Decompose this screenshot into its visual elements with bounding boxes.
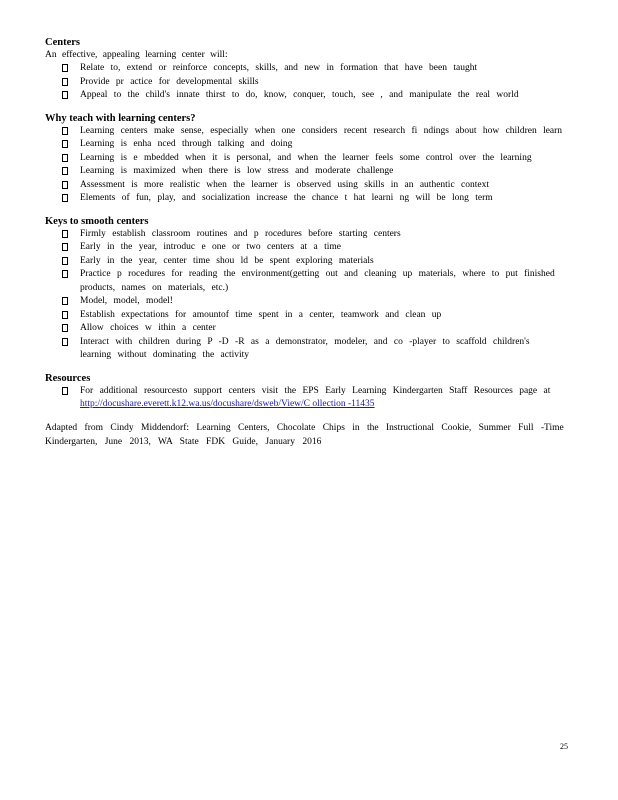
why-list xyxy=(45,125,565,206)
bullet-box-icon xyxy=(62,338,68,346)
source-note: Adapted from Cindy Middendorf: Learning Centers, Chocolate Chips in the Instructional Cookie, Summer Full -Time Kindergarten, June 2013, WA State FDK Guide, January 2016 xyxy=(45,422,564,447)
list-item xyxy=(62,295,565,309)
bullet-box-icon xyxy=(62,243,68,251)
bullet-box-icon xyxy=(62,270,68,278)
resources-item-text: For additional resourcesto support centers visit the EPS Early Learning Kindergarten Staff Resources page at xyxy=(80,385,551,396)
list-item xyxy=(62,255,565,269)
list-item xyxy=(62,138,565,152)
bullet-box-icon xyxy=(62,230,68,238)
section-centers xyxy=(45,36,565,103)
list-item xyxy=(62,385,565,412)
bullet-box-icon xyxy=(62,167,68,175)
list-item xyxy=(62,228,565,242)
document-page xyxy=(45,36,565,449)
keys-heading: Keys to smooth centers xyxy=(45,215,149,227)
centers-heading: Centers xyxy=(45,37,80,48)
list-item xyxy=(62,309,565,323)
list-item-text: Provide pr actice for developmental skills xyxy=(80,76,259,87)
list-item-text: Learning is enha nced through talking and doing xyxy=(80,139,293,149)
list-item-text: Learning is e mbedded when it is personal, and when the learner feels some control over the learning xyxy=(80,152,532,163)
list-item xyxy=(62,241,565,255)
list-item-text: Practice p rocedures for reading the environment(getting out and cleaning up materials, where to put finished products, names on materials, etc.) xyxy=(80,269,555,293)
why-heading: Why teach with learning centers? xyxy=(45,112,196,124)
list-item xyxy=(62,89,565,103)
list-item-text: Learning centers make sense, especially when one considers recent research fi ndings about how children learn xyxy=(80,125,563,136)
bullet-box-icon xyxy=(62,127,68,135)
bullet-box-icon xyxy=(62,257,68,265)
section-keys xyxy=(45,215,565,363)
list-item-text: Assessment is more realistic when the learner is observed using skills in an authentic context xyxy=(80,179,489,190)
list-item-text: Allow choices w ithin a center xyxy=(80,323,216,333)
bullet-box-icon xyxy=(62,297,68,305)
list-item-text: Elements of fun, play, and socialization increase the chance t hat learni ng will be long term xyxy=(80,193,493,203)
section-why xyxy=(45,112,565,206)
bullet-box-icon xyxy=(62,181,68,189)
list-item xyxy=(62,336,565,363)
list-item-text: Relate to, extend or reinforce concepts, skills, and new in formation that have been taught xyxy=(80,63,478,73)
list-item xyxy=(62,152,565,166)
list-item-text: Interact with children during P -D -R as a demonstrator, modeler, and co -player to scaffold children's learning without dominating the activity xyxy=(80,336,530,360)
list-item xyxy=(62,125,565,139)
list-item-text: Early in the year, center time shou ld be spent exploring materials xyxy=(80,255,374,266)
resources-heading: Resources xyxy=(45,372,91,384)
bullet-box-icon xyxy=(62,78,68,86)
list-item xyxy=(62,268,565,295)
list-item-text: Learning is maximized when there is low stress and moderate challenge xyxy=(80,166,394,176)
list-item xyxy=(62,192,565,206)
list-item xyxy=(62,179,565,193)
bullet-box-icon xyxy=(62,64,68,72)
list-item-text: Firmly establish classroom routines and p rocedures before starting centers xyxy=(80,228,401,239)
bullet-box-icon xyxy=(62,154,68,162)
keys-list xyxy=(45,228,565,363)
docushare-link[interactable]: http://docushare.everett.k12.wa.us/docushare/dsweb/View/C ollection -11435 xyxy=(80,399,375,409)
bullet-box-icon xyxy=(62,311,68,319)
bullet-box-icon xyxy=(62,140,68,148)
bullet-box-icon xyxy=(62,194,68,202)
section-resources xyxy=(45,372,565,412)
bullet-box-icon xyxy=(62,91,68,99)
centers-list xyxy=(45,62,565,103)
list-item-text: Early in the year, introduc e one or two centers at a time xyxy=(80,242,342,252)
bullet-box-icon xyxy=(62,324,68,332)
list-item-text: Appeal to the child's innate thirst to do, know, conquer, touch, see , and manipulate the real world xyxy=(80,90,519,100)
list-item xyxy=(62,165,565,179)
list-item xyxy=(62,76,565,90)
list-item xyxy=(62,62,565,76)
resources-list xyxy=(45,385,565,412)
page-number: 25 xyxy=(560,742,568,751)
list-item xyxy=(62,322,565,336)
centers-intro: An effective, appealing learning center will: xyxy=(45,50,228,60)
list-item-text: Model, model, model! xyxy=(80,296,173,306)
list-item-text: Establish expectations for amountof time spent in a center, teamwork and clean up xyxy=(80,309,442,320)
bullet-box-icon xyxy=(62,387,68,395)
